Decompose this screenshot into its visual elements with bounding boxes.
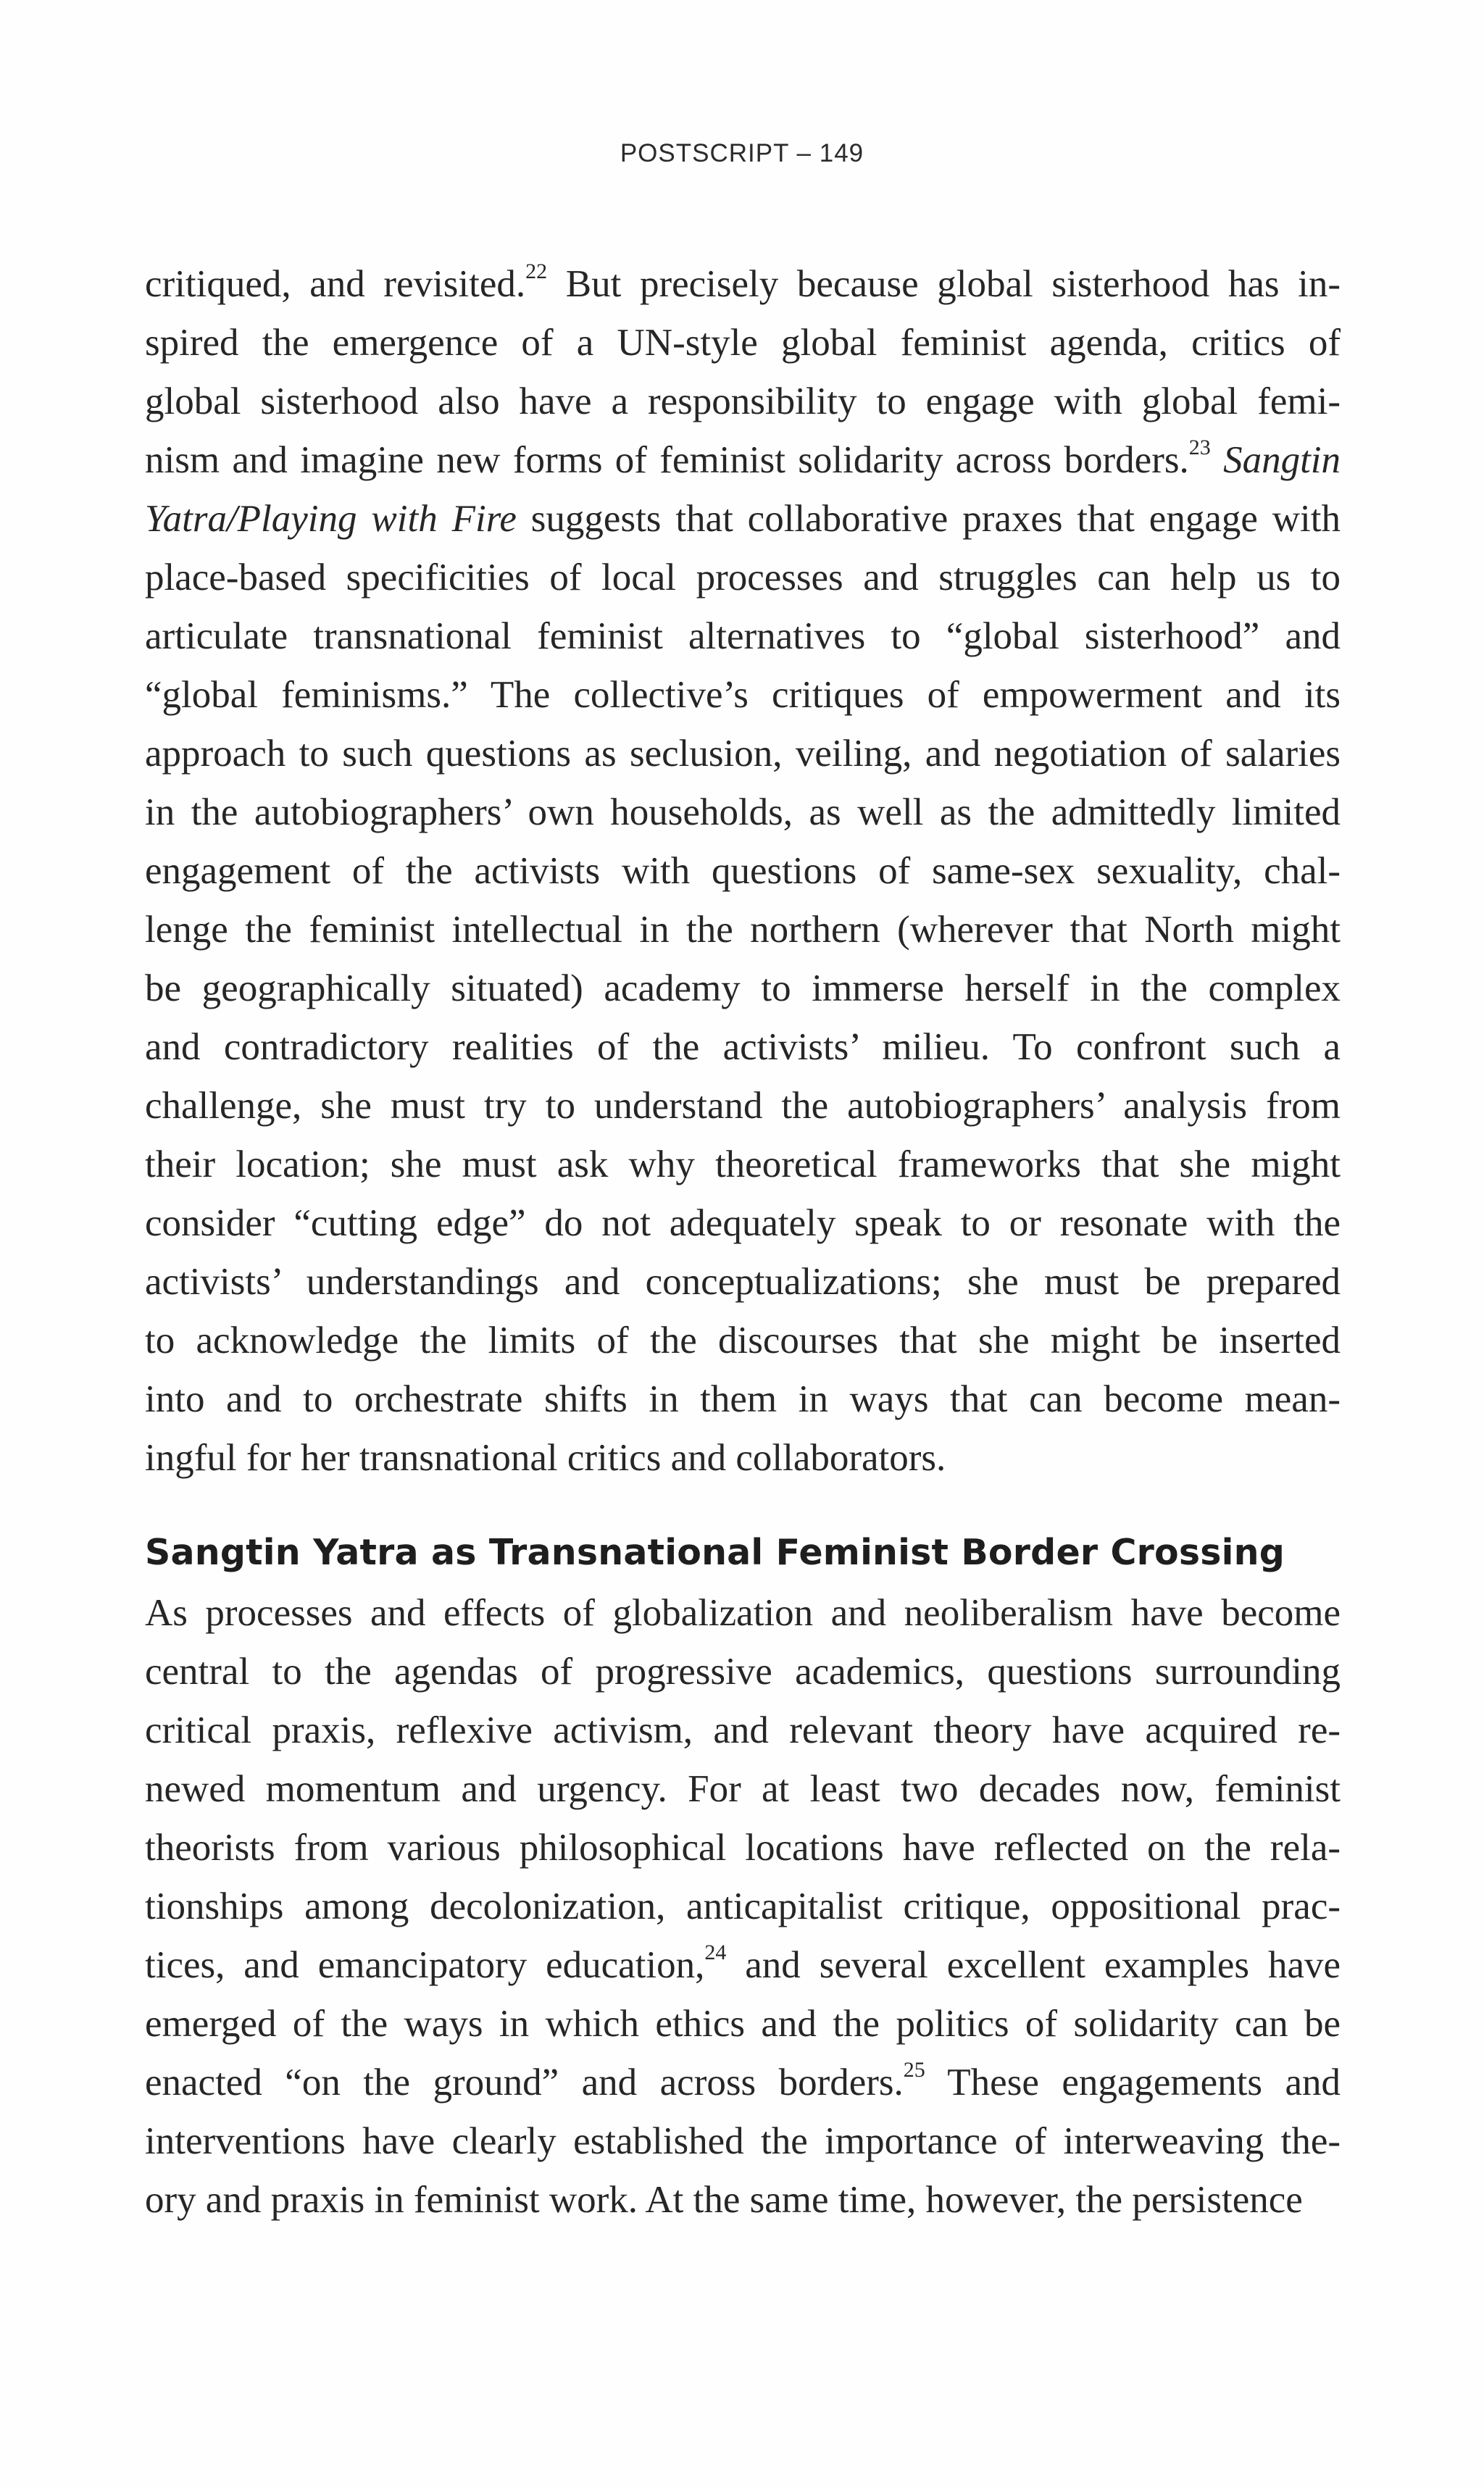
text-run: global sisterhood also have a responsibility to engage with global femi- (145, 380, 1341, 422)
text-line (145, 959, 1341, 1018)
text-run: to acknowledge the limits of the discourses that she might be inserted (145, 1319, 1341, 1362)
text-line (145, 1194, 1341, 1253)
text-run: tionships among decolonization, anticapitalist critique, oppositional prac- (145, 1885, 1341, 1927)
text-line (145, 314, 1341, 372)
text-run (1211, 439, 1223, 481)
text-line (145, 1877, 1341, 1936)
text-line (145, 1312, 1341, 1370)
text-run: “global feminisms.” The collective’s critiques of empowerment and its (145, 674, 1341, 716)
text-line (145, 2171, 1341, 2230)
text-block (145, 255, 1341, 2230)
text-run: place-based specificities of local processes and struggles can help us to (145, 556, 1341, 599)
text-line (145, 1760, 1341, 1819)
text-line (145, 1429, 1341, 1488)
text-line (145, 1370, 1341, 1429)
text-run: lenge the feminist intellectual in the northern (wherever that North might (145, 909, 1341, 951)
footnote-ref: 24 (704, 1940, 727, 1965)
italic-title: Yatra/Playing with Fire (145, 498, 517, 540)
text-line (145, 2054, 1341, 2112)
text-run: critical praxis, reflexive activism, and relevant theory have acquired re- (145, 1709, 1341, 1751)
body-paragraph-2 (145, 1584, 1341, 2230)
footnote-ref: 23 (1188, 435, 1211, 460)
text-line (145, 842, 1341, 901)
text-run: enacted “on the ground” and across borders. (145, 2061, 904, 2104)
running-head: POSTSCRIPT – 149 (620, 139, 864, 167)
text-line (145, 1018, 1341, 1077)
text-line (145, 490, 1341, 549)
text-run: into and to orchestrate shifts in them in ways that can become mean- (145, 1378, 1341, 1420)
text-run: tices, and emancipatory education, (145, 1944, 705, 1986)
text-line (145, 783, 1341, 842)
text-run: activists’ understandings and conceptualizations; she must be prepared (145, 1261, 1341, 1303)
text-run: emerged of the ways in which ethics and the politics of solidarity can be (145, 2003, 1341, 2045)
text-run: articulate transnational feminist alternatives to “global sisterhood” and (145, 615, 1341, 657)
text-run: nism and imagine new forms of feminist solidarity across borders. (145, 439, 1189, 481)
footnote-ref: 25 (903, 2058, 925, 2082)
text-run: be geographically situated) academy to immerse herself in the complex (145, 967, 1341, 1009)
text-run: critiqued, and revisited. (145, 263, 526, 305)
text-run: their location; she must ask why theoretical frameworks that she might (145, 1143, 1341, 1185)
text-line (145, 372, 1341, 431)
text-run: suggests that collaborative praxes that engage with (516, 498, 1341, 540)
text-line (145, 1995, 1341, 2054)
text-run: challenge, she must try to understand the autobiographers’ analysis from (145, 1085, 1341, 1127)
text-line (145, 1643, 1341, 1701)
body-paragraph-1 (145, 255, 1341, 1488)
text-line (145, 1253, 1341, 1312)
text-run: and several excellent examples have (726, 1944, 1341, 1986)
text-run: in the autobiographers’ own households, as well as the admittedly limited (145, 791, 1341, 833)
text-line (145, 725, 1341, 783)
text-run: consider “cutting edge” do not adequately speak to or resonate with the (145, 1202, 1341, 1244)
text-run: central to the agendas of progressive academics, questions surrounding (145, 1651, 1341, 1693)
text-run: newed momentum and urgency. For at least two decades now, feminist (145, 1768, 1341, 1810)
text-run: These engagements and (925, 2061, 1341, 2104)
text-run: But precisely because global sisterhood has in- (547, 263, 1341, 305)
text-line (145, 255, 1341, 314)
text-run: approach to such questions as seclusion, veiling, and negotiation of salaries (145, 733, 1341, 775)
text-run: interventions have clearly established the importance of interweaving the- (145, 2120, 1341, 2162)
text-run: spired the emergence of a UN-style global feminist agenda, critics of (145, 322, 1341, 364)
text-line (145, 666, 1341, 725)
text-line (145, 1135, 1341, 1194)
paragraph-gap (145, 1488, 1341, 1525)
text-run: As processes and effects of globalization and neoliberalism have become (145, 1592, 1341, 1634)
section-heading: Sangtin Yatra as Transnational Feminist Border Crossing (145, 1532, 1285, 1573)
text-run: and contradictory realities of the activists’ milieu. To confront such a (145, 1026, 1341, 1068)
text-line (145, 431, 1341, 490)
text-line (145, 2112, 1341, 2171)
text-line (145, 1584, 1341, 1643)
text-line (145, 607, 1341, 666)
text-run: engagement of the activists with questions of same-sex sexuality, chal- (145, 850, 1341, 892)
text-line (145, 901, 1341, 959)
text-line (145, 549, 1341, 607)
text-line (145, 1936, 1341, 1995)
text-line (145, 1701, 1341, 1760)
text-run: ory and praxis in feminist work. At the same time, however, the persistence (145, 2179, 1303, 2221)
text-line (145, 1077, 1341, 1135)
footnote-ref: 22 (525, 259, 548, 284)
text-run: ingful for her transnational critics and collaborators. (145, 1437, 946, 1479)
italic-title: Sangtin (1223, 439, 1341, 481)
text-run: theorists from various philosophical locations have reflected on the rela- (145, 1827, 1341, 1869)
text-line (145, 1819, 1341, 1877)
